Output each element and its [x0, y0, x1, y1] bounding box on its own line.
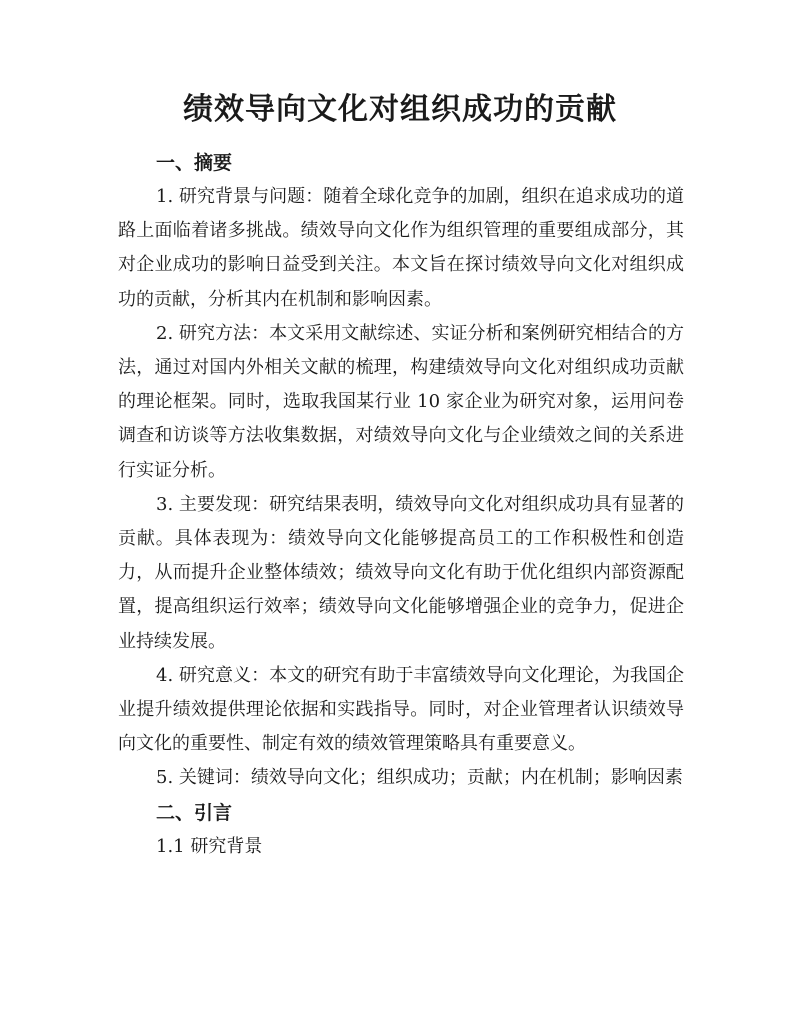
section-heading-abstract: 一、摘要 — [156, 152, 233, 174]
document-title: 绩效导向文化对组织成功的贡献 — [183, 92, 617, 127]
abstract-paragraph-background: 1. 研究背景与问题：随着全球化竞争的加剧，组织在追求成功的道路上面临着诸多挑战。绩效导向文化作为组织管理的重要组成部分，其对企业成功的影响日益受到关注。本文旨在探讨绩效导向文化对组织成功的贡献，分析其内在机制和影响因素。 — [118, 186, 684, 310]
abstract-paragraph-findings: 3. 主要发现：研究结果表明，绩效导向文化对组织成功具有显著的贡献。具体表现为：绩效导向文化能够提高员工的工作积极性和创造力，从而提升企业整体绩效；绩效导向文化有助于优化组织内部资源配置，提高组织运行效率；绩效导向文化能够增强企业的竞争力，促进企业持续发展。 — [118, 493, 684, 652]
document-body — [118, 146, 684, 864]
subsection-heading-background: 1.1 研究背景 — [156, 835, 263, 857]
abstract-paragraph-significance: 4. 研究意义：本文的研究有助于丰富绩效导向文化理论，为我国企业提升绩效提供理论依据和实践指导。同时，对企业管理者认识绩效导向文化的重要性、制定有效的绩效管理策略具有重要意义。 — [118, 664, 684, 755]
abstract-paragraph-keywords: 5. 关键词：绩效导向文化；组织成功；贡献；内在机制；影响因素 — [156, 767, 683, 789]
section-heading-introduction: 二、引言 — [156, 801, 233, 824]
abstract-paragraph-methods: 2. 研究方法：本文采用文献综述、实证分析和案例研究相结合的方法，通过对国内外相关文献的梳理，构建绩效导向文化对组织成功贡献的理论框架。同时，选取我国某行业 10 家企业为研究对象，运用问卷调查和访谈等方法收集数据，对绩效导向文化与企业绩效之间的关系进行实证分析。 — [118, 322, 684, 481]
